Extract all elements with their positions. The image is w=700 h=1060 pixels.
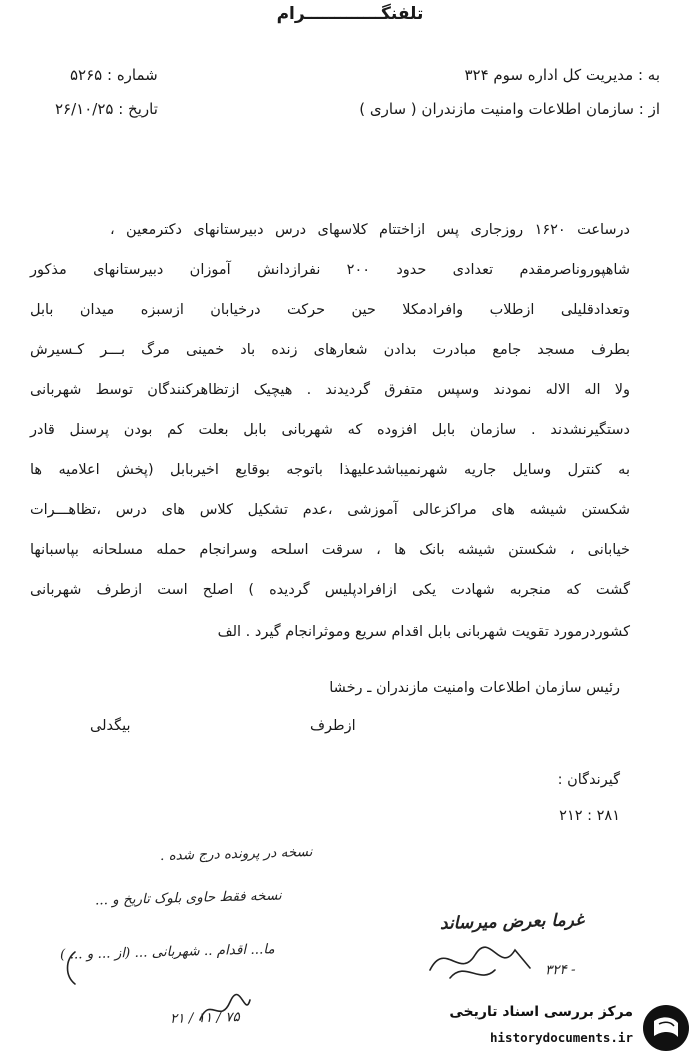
watermark-url: historydocuments.ir [490,1030,633,1045]
document-title: تلفنگـــــــــــــرام [276,4,424,24]
signature-title: رئیس سازمان اطلاعات وامنیت مازندران ـ رخشا [329,680,620,696]
body-line: بطرف مسجد جامع مبادرت بدادن شعارهای زنده باد خمینی مرگ بـــر کـسیرش [30,342,630,358]
body-line: شاهپوروناصرمقدم تعدادی حدود ۲۰۰ نفرازدانش آموزان دبیرستانهای مذکور [30,262,630,278]
handwritten-reference: ۳۲۴ - [544,961,576,979]
from-line: از : سازمان اطلاعات وامنیت مازندران ( ساری ) [359,100,660,118]
recipients-label: گیرندگان : [557,772,620,788]
body-line: خیابانی ، شکستن شیشه بانک ها ، سرقت اسلحه وسرانجام حمله مسلحانه بپاسبانها [30,542,630,558]
signature-name: بیگدلی [90,718,131,734]
handwritten-date: ۲۱ / ۱۱ / ۷۵ [169,1009,240,1027]
handwritten-note-1: نسخه در پرونده درج شده . [159,844,313,864]
document-number: شماره : ۵۲۶۵ [70,66,158,84]
signature-scribble [420,930,550,990]
body-line: گشت که منجربه شهادت یکی ازافرادپلیس گردیده ) اصلح است ازطرف شهربانی [30,582,630,598]
body-line: به کنترل وسایل جاریه شهرنمیباشدعلیهذا باتوجه بوقایع اخیربابل (پخش اعلامیه ها [30,462,630,478]
initials-scribble [195,990,255,1030]
archive-logo-icon [641,1003,691,1053]
body-line: ولا اله الاله نمودند وسپس متفرق گردیدند . هیچیک ازتظاهرکنندگان توسط شهربانی [30,382,630,398]
body-line: درساعت ۱۶۲۰ روزجاری پس ازاختتام کلاسهای درس دبیرستانهای دکترمعین ، [110,222,630,238]
body-line: وتعدادقلیلی ازطلاب وافرادمکلا حین حرکت درخیابان ازسبزه میدان بابل [30,302,630,318]
signature-from-label: ازطرف [310,718,356,734]
bracket-mark [60,948,80,988]
body-line: دستگیرنشدند . سازمان بابل افزوده که شهربانی بابل بعلت کم بودن پرسنل قادر [30,422,630,438]
watermark [410,1000,695,1056]
document-date: تاریخ : ۲۶/۱۰/۲۵ [55,100,158,118]
recipients-numbers: ۲۱۲ : ۲۸۱ [559,808,620,824]
handwritten-note-2: نسخه فقط حاوی بلوک تاریخ و ... [94,887,282,909]
handwritten-note-3: ما... اقدام .. شهربانی ... (از ... و ... ) [59,941,275,963]
handwritten-signature-note: غرما بعرض میرساند [439,910,585,934]
body-line: شکستن شیشه های مراکزعالی آموزشی ،عدم تشکیل کلاس های درس ،تظاهـــرات [30,502,630,518]
watermark-text: مرکز بررسی اسناد تاریخی [449,1004,633,1020]
to-line: به : مدیریت کل اداره سوم ۳۲۴ [464,66,660,84]
body-line: کشوردرمورد تقویت شهربانی بابل اقدام سریع وموثرانجام گیرد . الف [217,624,630,640]
